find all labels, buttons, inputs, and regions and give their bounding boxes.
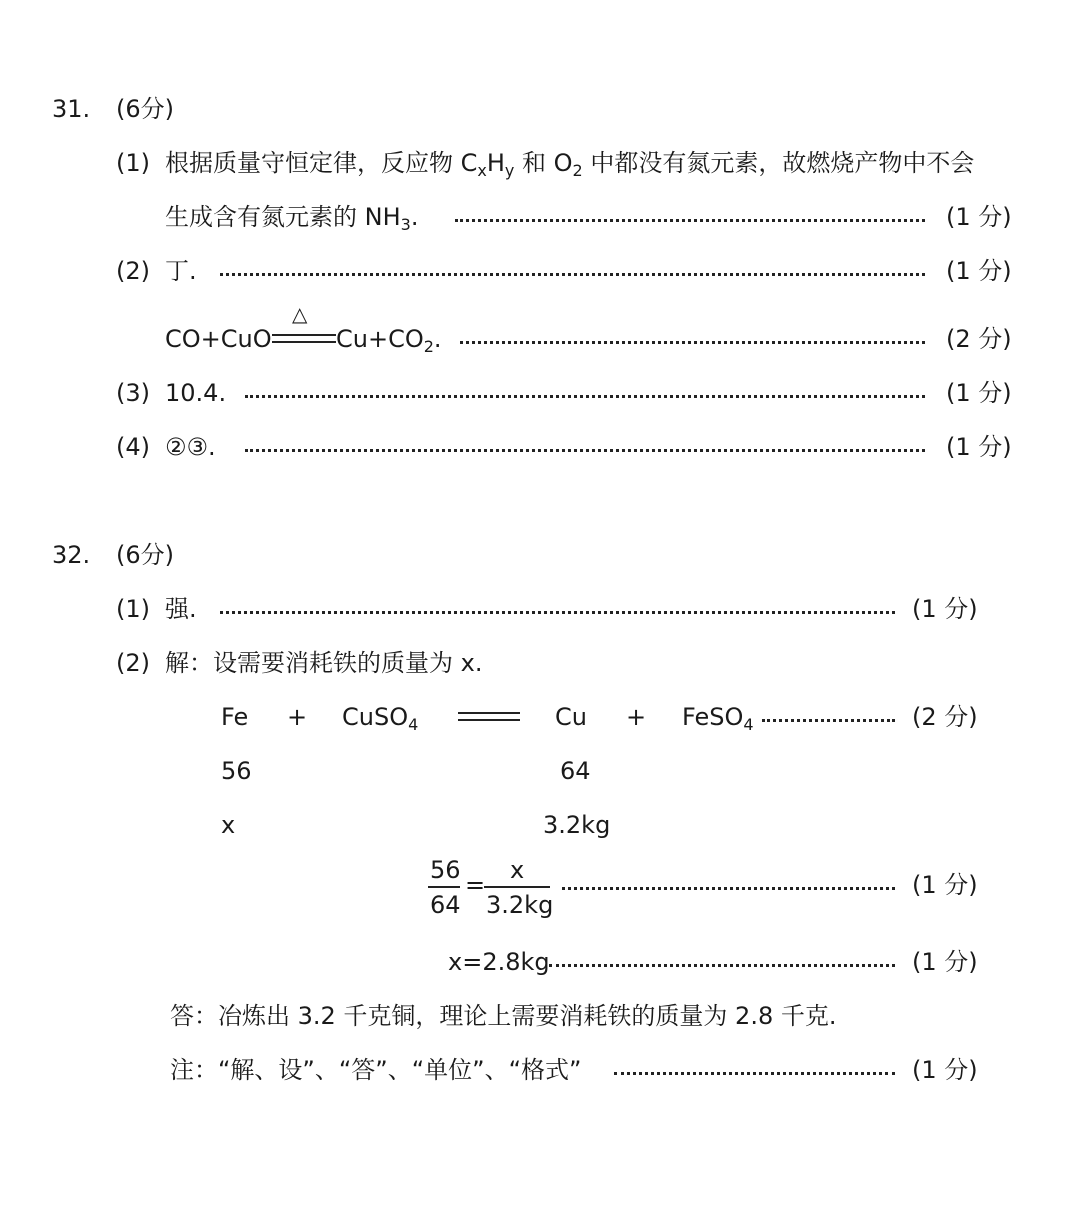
var-fe: x xyxy=(221,811,236,839)
leader-dots xyxy=(762,719,895,722)
q32-frac-score: (1 分) xyxy=(912,871,978,899)
q32-eq-score: (2 分) xyxy=(912,703,978,731)
q31-p4-score: (1 分) xyxy=(946,433,1012,461)
q31-p2-score: (1 分) xyxy=(946,257,1012,285)
q32-p1-label: (1) xyxy=(116,595,150,623)
fraction-bar xyxy=(428,886,460,888)
leader-dots xyxy=(614,1072,895,1075)
leader-dots xyxy=(549,964,895,967)
equation-double-line xyxy=(272,334,336,336)
leader-dots xyxy=(562,887,895,890)
q31-eq-right: $Cu+CO_2$. xyxy=(336,325,442,356)
equals-sign: = xyxy=(465,871,486,899)
leader-dots xyxy=(455,219,925,222)
answer-statement: 答：冶炼出 3.2 千克铜，理论上需要消耗铁的质量为 2.8 千克. xyxy=(170,1002,837,1030)
equation-double-line xyxy=(458,719,520,721)
fraction-denominator-left: 64 xyxy=(430,891,461,919)
formula-feso4: FeSO$_4$ xyxy=(682,703,754,734)
q31-points: (6分) xyxy=(116,95,174,123)
leader-dots xyxy=(245,449,925,452)
equation-double-line xyxy=(272,341,336,343)
q32-points: (6分) xyxy=(116,541,174,569)
q32-p2-intro: 解：设需要消耗铁的质量为 x. xyxy=(165,649,483,677)
leader-dots xyxy=(245,395,925,398)
leader-dots xyxy=(460,341,925,344)
equation-double-line xyxy=(458,712,520,714)
var-cu: 3.2kg xyxy=(543,811,611,839)
q31-p1-score: (1 分) xyxy=(946,203,1012,231)
q31-p2-answer: 丁. xyxy=(165,257,197,285)
q32-result-score: (1 分) xyxy=(912,948,978,976)
q31-p4-answer: ②③. xyxy=(165,433,216,461)
heat-triangle-icon: △ xyxy=(292,302,308,326)
formula-cuso4: CuSO$_4$ xyxy=(342,703,419,734)
q31-number: 31. xyxy=(52,95,91,123)
leader-dots xyxy=(220,611,895,614)
fraction-denominator-right: 3.2kg xyxy=(486,891,554,919)
plus-sign: + xyxy=(287,703,308,731)
q31-p3-score: (1 分) xyxy=(946,379,1012,407)
q32-number: 32. xyxy=(52,541,91,569)
q31-p2-label: (2) xyxy=(116,257,150,285)
q32-p1-answer: 强. xyxy=(165,595,197,623)
grading-note: 注：“解、设”、“答”、“单位”、“格式” xyxy=(170,1056,582,1084)
q31-eq-score: (2 分) xyxy=(946,325,1012,353)
mass-fe: 56 xyxy=(221,757,252,785)
fraction-numerator-left: 56 xyxy=(430,856,461,884)
formula-fe: Fe xyxy=(221,703,249,731)
q31-p3-label: (3) xyxy=(116,379,150,407)
leader-dots xyxy=(220,273,925,276)
fraction-numerator-right: x xyxy=(510,856,525,884)
q32-p1-score: (1 分) xyxy=(912,595,978,623)
q32-note-score: (1 分) xyxy=(912,1056,978,1084)
plus-sign: + xyxy=(626,703,647,731)
mass-cu: 64 xyxy=(560,757,591,785)
q32-p2-label: (2) xyxy=(116,649,150,677)
q31-p3-answer: 10.4. xyxy=(165,379,227,407)
q31-p1-line2: 生成含有氮元素的 $NH_3$. xyxy=(165,203,419,234)
formula-cu: Cu xyxy=(555,703,587,731)
result-value: x=2.8kg xyxy=(448,948,550,976)
fraction-bar xyxy=(484,886,550,888)
q31-p4-label: (4) xyxy=(116,433,150,461)
q31-eq-left: CO+CuO xyxy=(165,325,272,353)
q31-p1-label: (1) xyxy=(116,149,150,177)
q31-p1-line1: 根据质量守恒定律，反应物 $C_xH_y$ 和 $O_2$ 中都没有氮元素，故燃烧产物中不会 xyxy=(165,149,975,180)
